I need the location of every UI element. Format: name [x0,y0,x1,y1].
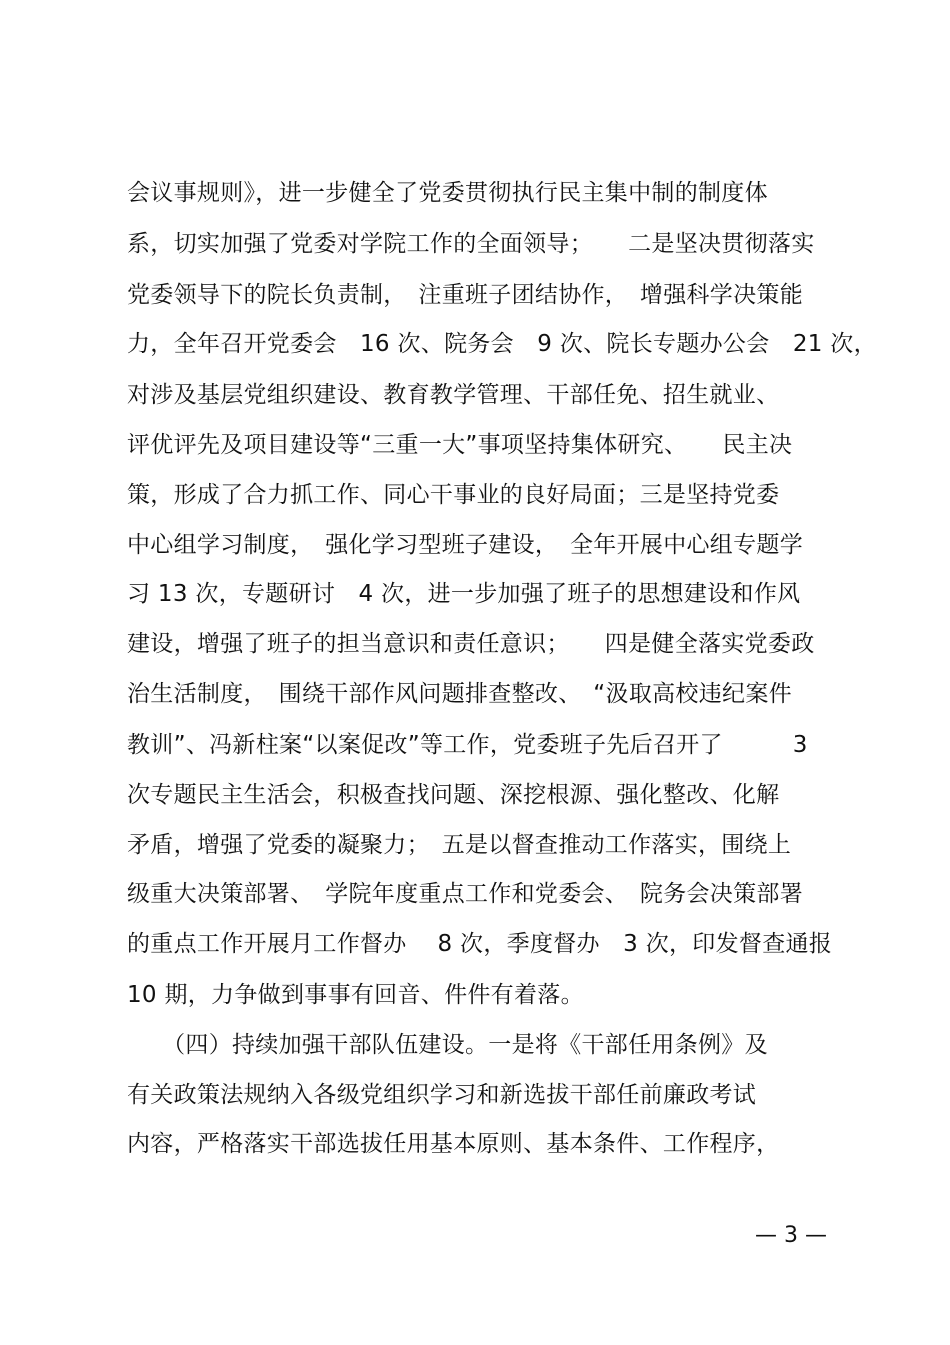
body-line: 系，切实加强了党委对学院工作的全面领导； 二是坚决贯彻落实 [127,231,815,257]
body-line: 10 期，力争做到事事有回音、件件有着落。 [127,982,584,1008]
body-line: 有关政策法规纳入各级党组织学习和新选拔干部任前廉政考试 [127,1082,757,1108]
section-heading-line: （四）持续加强干部队伍建设。一是将《干部任用条例》及 [127,1032,768,1058]
body-line: 习 13 次，专题研讨 4 次，进一步加强了班子的思想建设和作风 [127,581,801,607]
page-number: — 3 — [755,1223,827,1248]
body-line: 力，全年召开党委会 16 次、院务会 9 次、院长专题办公会 21 次， [127,331,877,357]
body-line: 矛盾，增强了党委的凝聚力； 五是以督查推动工作落实，围绕上 [127,832,792,858]
body-line: 中心组学习制度， 强化学习型班子建设， 全年开展中心组专题学 [127,532,803,558]
body-line: 教训”、冯新柱案“以案促改”等工作，党委班子先后召开了 3 [127,732,808,758]
body-line: 评优评先及项目建设等“三重一大”事项坚持集体研究、 民主决 [127,432,793,458]
body-line: 对涉及基层党组织建设、教育教学管理、干部任免、招生就业、 [127,382,780,408]
body-line: 党委领导下的院长负责制， 注重班子团结协作， 增强科学决策能 [127,282,803,308]
body-line: 治生活制度， 围绕干部作风问题排查整改、 “汲取高校违纪案件 [127,681,792,707]
body-line: 次专题民主生活会，积极查找问题、深挖根源、强化整改、化解 [127,782,780,808]
body-line: 建设，增强了班子的担当意识和责任意识； 四是健全落实党委政 [127,631,815,657]
body-line: 策，形成了合力抓工作、同心干事业的良好局面；三是坚持党委 [127,482,780,508]
body-line: 的重点工作开展月工作督办 8 次，季度督办 3 次，印发督查通报 [127,931,833,957]
body-line: 内容，严格落实干部选拔任用基本原则、基本条件、工作程序， [127,1131,780,1157]
body-line: 级重大决策部署、 学院年度重点工作和党委会、 院务会决策部署 [127,881,803,907]
body-line: 会议事规则》，进一步健全了党委贯彻执行民主集中制的制度体 [127,180,768,206]
